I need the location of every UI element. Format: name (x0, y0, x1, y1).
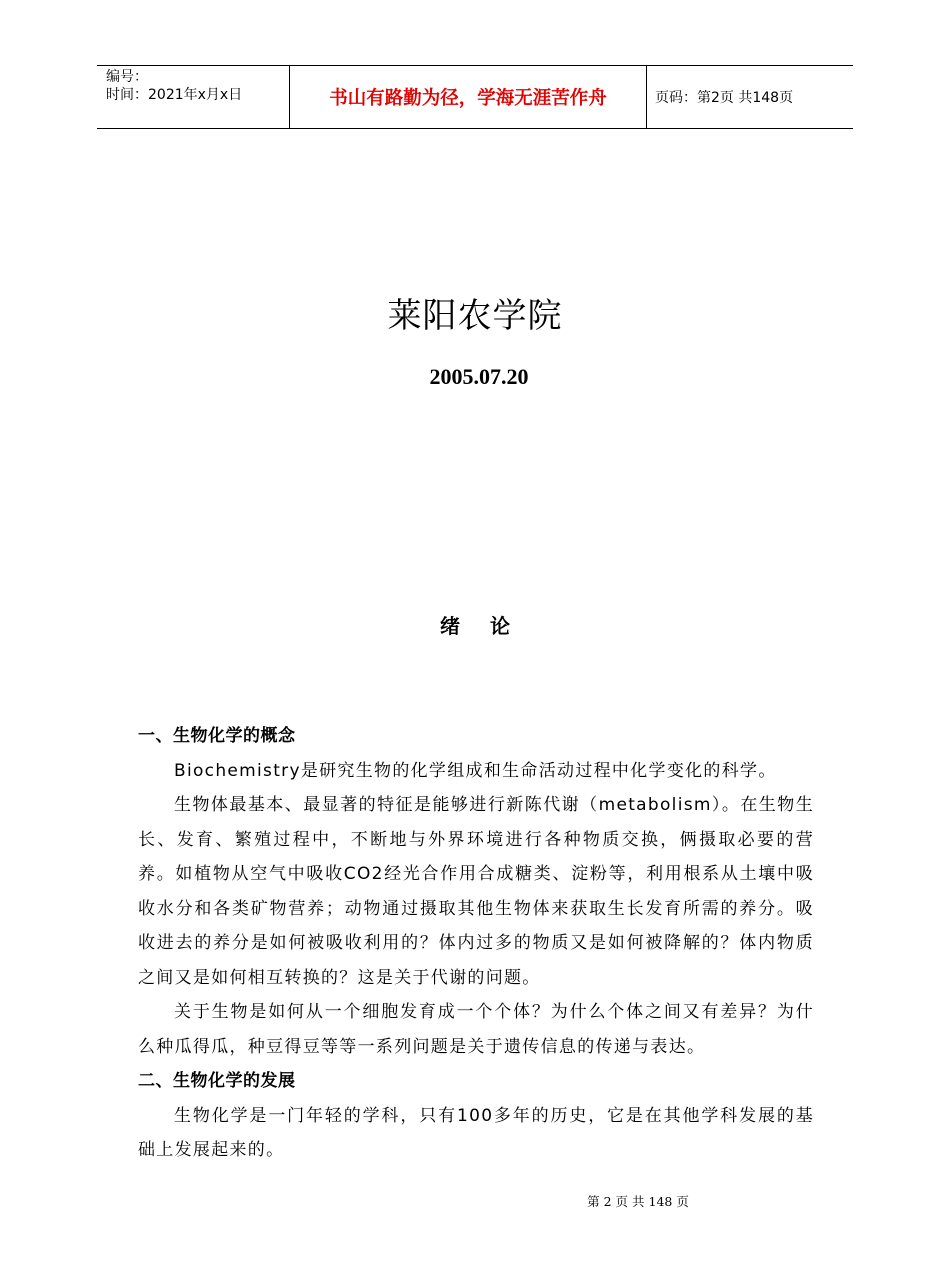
serial-label: 编号： (106, 69, 148, 85)
paragraph: 生物化学是一门年轻的学科，只有100多年的历史，它是在其他学科发展的基础上发展起来的。 (138, 1105, 814, 1160)
page-footer: 第 2 页 共 148 页 (587, 1194, 689, 1209)
chapter-title (0, 610, 950, 639)
paragraph: 关于生物是如何从一个细胞发育成一个个体？为什么个体之间又有差异？为什么种瓜得瓜，种豆得豆等等一系列问题是关于遗传信息的传递与表达。 (138, 1002, 814, 1057)
chapter-title-char-1: 绪 (440, 614, 460, 638)
document-title: 莱阳农学院 (387, 296, 563, 336)
section-heading-1: 一、生物化学的概念 (138, 726, 296, 746)
paragraph: Biochemistry是研究生物的化学组成和生命活动过程中化学变化的科学。 (174, 760, 777, 781)
page-header (97, 65, 853, 129)
header-motto: 书山有路勤为径，学海无涯苦作舟 (290, 66, 647, 128)
section-heading-2: 二、生物化学的发展 (138, 1071, 296, 1091)
time-label: 时间：2021年x月x日 (106, 87, 243, 103)
document-date: 2005.07.20 (429, 364, 529, 389)
paragraph: 生物体最基本、最显著的特征是能够进行新陈代谢（metabolism）。在生物生长、发育、繁殖过程中，不断地与外界环境进行各种物质交换，俩摄取必要的营养。如植物从空气中吸收CO2经光合作用合成糖类、淀粉等，利用根系从土壤中吸收水分和各类矿物营养；动物通过摄取其他生物体来获取生长发育所需的养分。吸收进去的养分是如何被吸收利用的？体内过多的物质又是如何被降解的？体内物质之间又是如何相互转换的？这是关于代谢的问题。 (138, 795, 814, 988)
header-page-info: 页码：第2页 共148页 (655, 90, 794, 106)
header-meta (97, 66, 290, 128)
document-body (138, 719, 814, 1168)
chapter-title-char-2: 论 (490, 614, 510, 638)
